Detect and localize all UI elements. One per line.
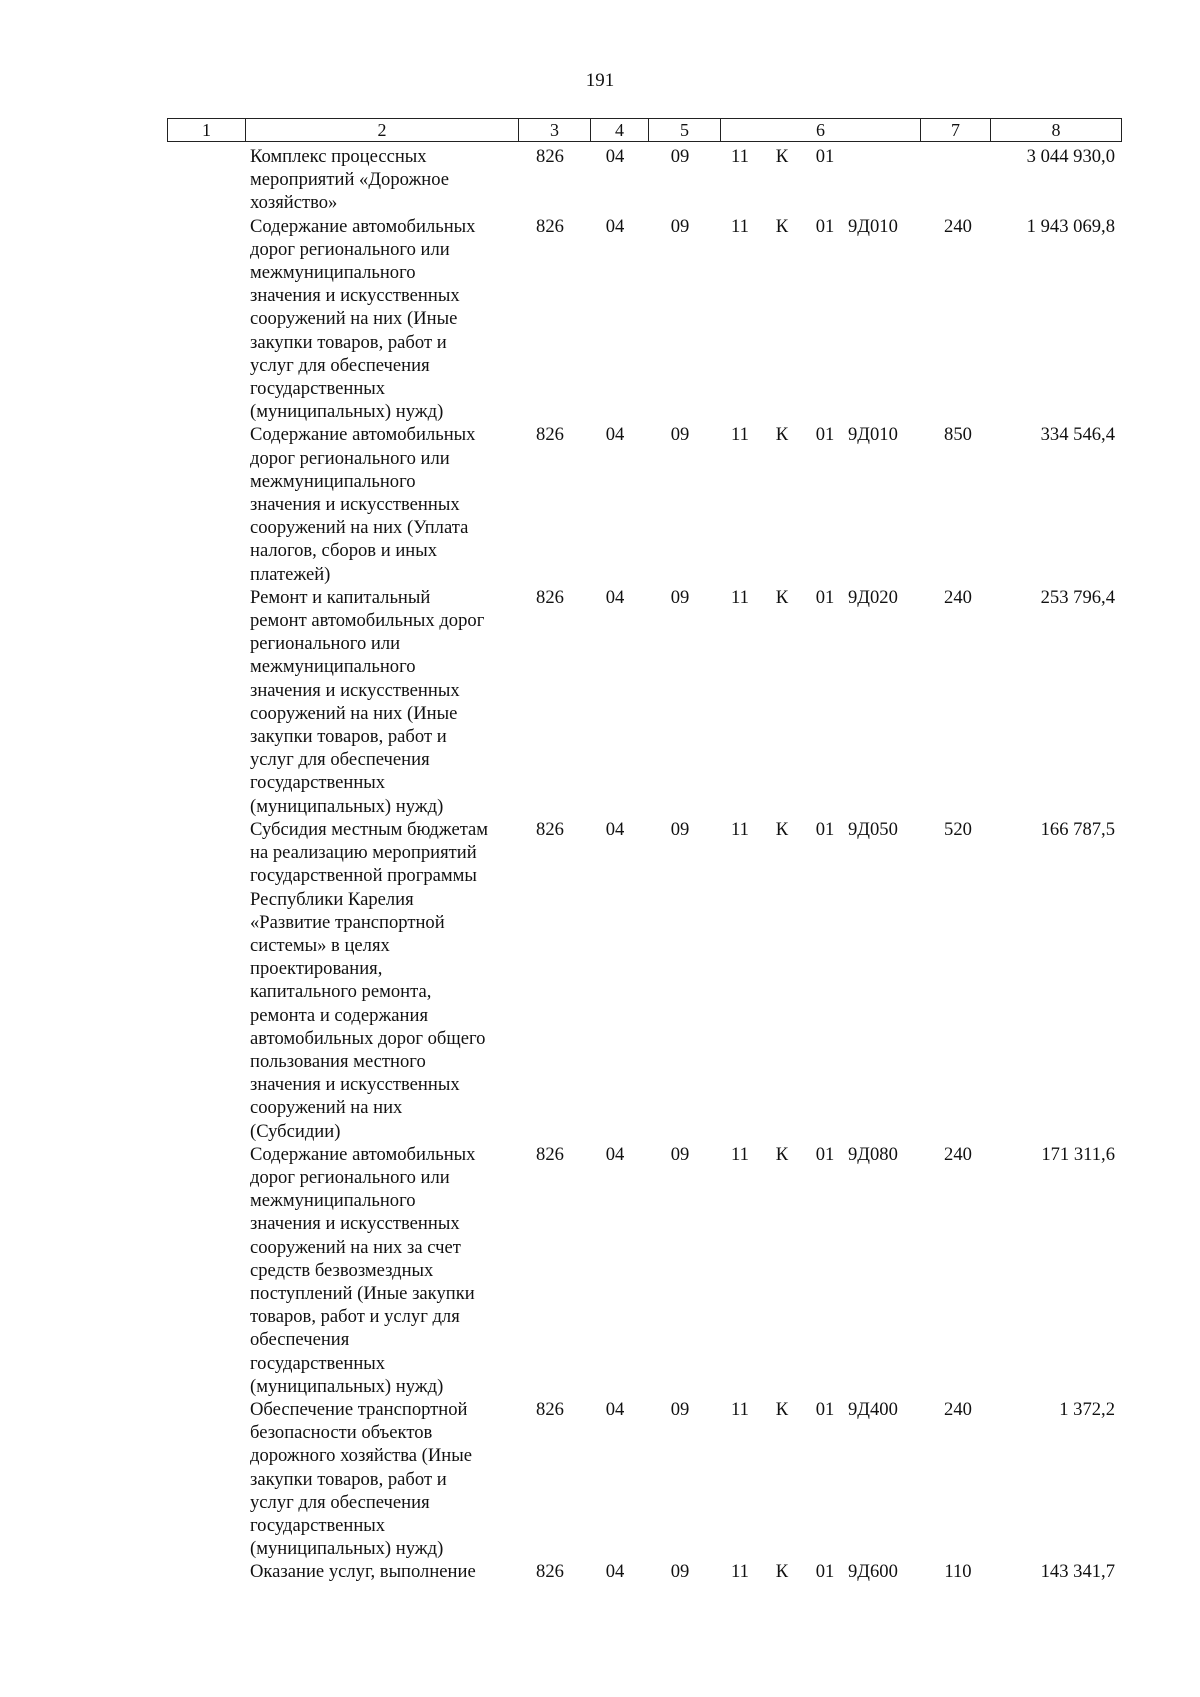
table-row [0,1560,1200,1583]
row-col-3: 826 [536,215,564,237]
row-col-5: 09 [670,1398,690,1420]
row-col-5: 09 [670,424,690,446]
header-col-7: 7 [921,119,991,141]
row-col-6-program: 11 [731,215,749,237]
row-name: Оказание услуг, выполнение [250,1561,476,1583]
table-row [0,586,1200,818]
header-col-8: 8 [1051,120,1061,140]
row-col-4: 04 [605,586,625,608]
row-col-5: 09 [670,586,690,608]
row-col-7: 110 [944,1561,972,1583]
header-col-2: 2 [246,119,519,141]
row-col-3: 826 [536,1561,564,1583]
row-col-6-type: К [775,215,789,237]
row-col-6-subprogram: 01 [815,818,835,840]
table-row [0,423,1200,585]
row-col-6-type: К [775,1143,789,1165]
row-col-3: 826 [536,424,564,446]
row-col-5: 09 [670,1561,690,1583]
row-col-6-direction: 9Д400 [848,1398,898,1420]
page-number: 191 [585,70,615,91]
row-col-6-direction: 9Д600 [848,1561,898,1583]
header-col-4: 4 [591,119,649,141]
row-col-8: 1 372,2 [1059,1398,1115,1420]
row-col-5: 09 [670,146,690,167]
row-name: Комплекс процессных мероприятий «Дорожное хозяйство» [250,146,450,214]
row-col-6-type: К [775,1561,789,1583]
table-header [167,118,1122,142]
row-col-6-program: 11 [731,1398,749,1420]
row-col-5: 09 [670,215,690,237]
row-col-6-program: 11 [731,586,749,608]
row-name: Содержание автомобильных дорог регионального или межмуниципального значения и искусственных сооружений на них за счет средств безвозмездных поступлений (Иные закупки товаров, работ и услуг для обеспечения государственных (муниципальных) нужд) [250,1143,476,1397]
row-col-6-subprogram: 01 [815,215,835,237]
row-col-4: 04 [605,146,625,167]
row-name: Содержание автомобильных дорог регионального или межмуниципального значения и искусственных сооружений на них (Иные закупки товаров, работ и услуг для обеспечения государственных (муниципальных) нужд) [250,215,476,423]
row-col-4: 04 [605,1398,625,1420]
table-row [0,1398,1200,1560]
row-col-6-type: К [775,1398,789,1420]
row-col-5: 09 [670,818,690,840]
header-col-5: 5 [649,119,721,141]
row-col-5: 09 [670,1143,690,1165]
row-col-6-subprogram: 01 [815,146,835,167]
row-col-6-type: К [775,586,789,608]
row-col-7: 520 [944,818,972,840]
row-col-3: 826 [536,146,564,167]
row-col-7: 850 [944,424,972,446]
row-col-6-program: 11 [731,424,749,446]
row-col-8: 166 787,5 [1040,818,1115,840]
row-col-7: 240 [944,1398,972,1420]
row-col-7: 240 [944,215,972,237]
row-col-6-subprogram: 01 [815,1143,835,1165]
header-col-3: 3 [519,119,591,141]
table-row [0,145,1200,215]
row-col-3: 826 [536,1143,564,1165]
table-row [0,215,1200,424]
row-col-8: 334 546,4 [1040,424,1115,446]
row-name: Содержание автомобильных дорог регионального или межмуниципального значения и искусственных сооружений на них (Уплата налогов, сборов и иных платежей) [250,424,476,585]
row-col-6-subprogram: 01 [815,1561,835,1583]
row-col-6-type: К [775,146,789,167]
row-col-6-subprogram: 01 [815,424,835,446]
row-col-8: 143 341,7 [1040,1561,1115,1583]
table-row [0,1143,1200,1398]
row-col-8: 253 796,4 [1040,586,1115,608]
row-col-6-program: 11 [731,818,749,840]
row-col-6-type: К [775,818,789,840]
row-col-6-subprogram: 01 [815,586,835,608]
header-col-1: 1 [168,119,246,141]
row-col-4: 04 [605,424,625,446]
row-col-6-direction: 9Д050 [848,818,898,840]
row-col-6-program: 11 [731,146,749,167]
row-col-4: 04 [605,818,625,840]
row-col-8: 171 311,6 [1041,1143,1115,1165]
row-col-6-direction: 9Д010 [848,215,898,237]
row-col-8: 3 044 930,0 [1026,146,1115,167]
row-col-4: 04 [605,1143,625,1165]
row-col-7: 240 [944,1143,972,1165]
header-col-6: 6 [721,119,921,141]
row-col-6-subprogram: 01 [815,1398,835,1420]
row-col-6-program: 11 [731,1143,749,1165]
row-col-3: 826 [536,818,564,840]
row-col-4: 04 [605,215,625,237]
row-col-7: 240 [944,586,972,608]
row-col-4: 04 [605,1561,625,1583]
table-row [0,818,1200,1143]
row-col-6-program: 11 [731,1561,749,1583]
row-col-3: 826 [536,1398,564,1420]
row-col-6-direction: 9Д020 [848,586,898,608]
row-col-6-direction: 9Д010 [848,424,898,446]
row-name: Ремонт и капитальный ремонт автомобильных дорог регионального или межмуниципального значения и искусственных сооружений на них (Иные закупки товаров, работ и услуг для обеспечения государственных (муниципальных) нужд) [250,586,485,817]
row-col-3: 826 [536,586,564,608]
table-body [0,145,1200,1584]
row-col-8: 1 943 069,8 [1026,215,1115,237]
row-col-6-type: К [775,424,789,446]
row-col-6-direction: 9Д080 [848,1143,898,1165]
row-name: Субсидия местным бюджетам на реализацию мероприятий государственной программы Республики Карелия «Развитие транспортной системы» в целях проектирования, капитального ремонта, ремонта и содержания автомобильных дорог общего пользования местного значения и искусственных сооружений на них (Субсидии) [250,818,489,1142]
row-name: Обеспечение транспортной безопасности объектов дорожного хозяйства (Иные закупки товаров, работ и услуг для обеспечения государственных (муниципальных) нужд) [250,1398,472,1560]
